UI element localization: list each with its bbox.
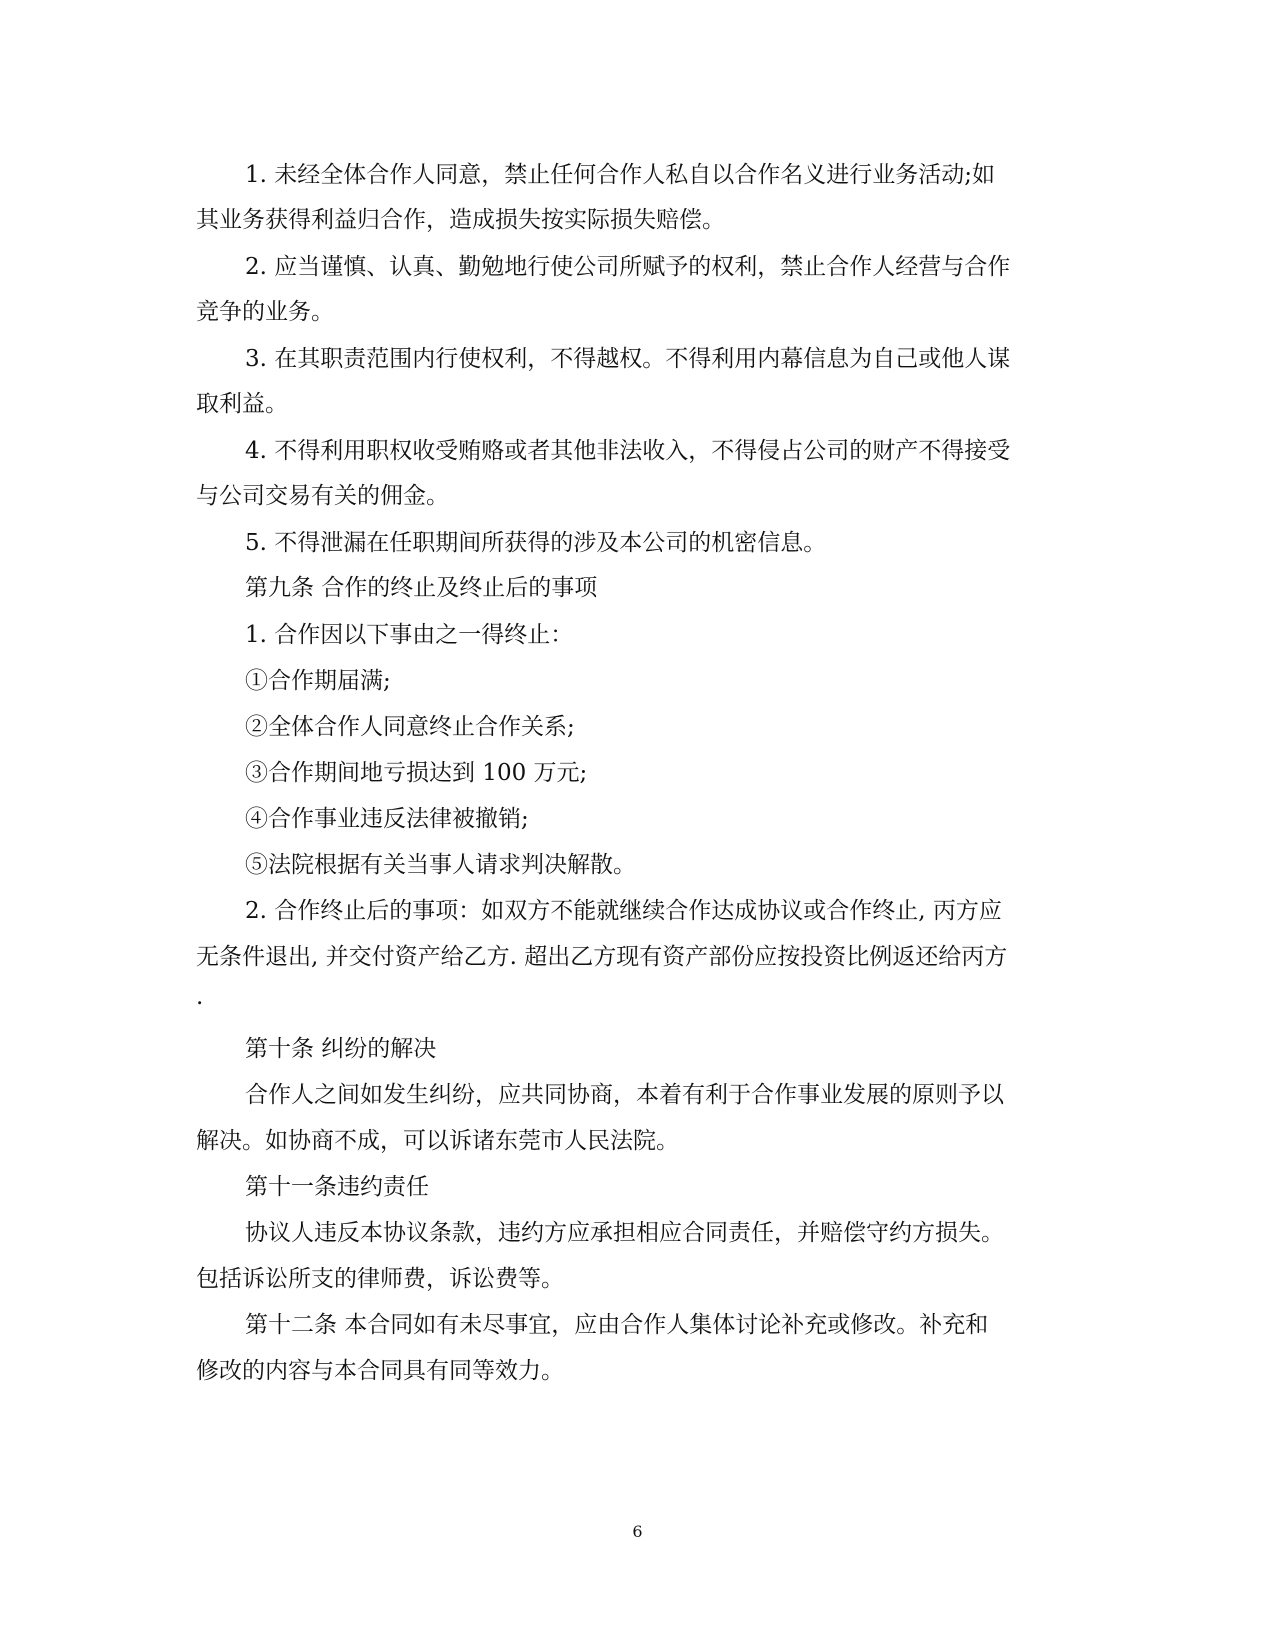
text-line: 5. 不得泄漏在任职期间所获得的涉及本公司的机密信息。 [245,530,827,556]
text-line: 3. 在其职责范围内行使权利，不得越权。不得利用内幕信息为自己或他人谋 [245,346,1011,372]
list-item: ③合作期间地亏损达到 100 万元; [245,760,588,786]
page-number: 6 [632,1522,643,1541]
text-line: 协议人违反本协议条款，违约方应承担相应合同责任，并赔偿守约方损失。 [245,1220,1004,1246]
text-line: 2. 合作终止后的事项：如双方不能就继续合作达成协议或合作终止, 丙方应 [245,898,1002,924]
text-line: 1. 未经全体合作人同意，禁止任何合作人私自以合作名义进行业务活动;如 [245,162,996,188]
section-heading: 第十条 纠纷的解决 [245,1036,437,1062]
text-line: 2. 应当谨慎、认真、勤勉地行使公司所赋予的权利，禁止合作人经营与合作 [245,254,1011,280]
list-item: ①合作期届满; [245,668,391,694]
text-line: 包括诉讼所支的律师费，诉讼费等。 [196,1266,564,1292]
text-line: 无条件退出, 并交付资产给乙方. 超出乙方现有资产部份应按投资比例返还给丙方 [196,944,1008,970]
section-heading: 第十二条 本合同如有未尽事宜，应由合作人集体讨论补充或修改。补充和 [245,1312,989,1338]
text-line: 与公司交易有关的佣金。 [196,483,449,509]
section-heading: 第十一条违约责任 [245,1174,429,1200]
text-line: 竞争的业务。 [196,299,334,325]
text-line: . [196,984,204,1010]
section-heading: 第九条 合作的终止及终止后的事项 [245,575,598,601]
list-item: ②全体合作人同意终止合作关系; [245,714,575,740]
text-line: 解决。如协商不成，可以诉诸东莞市人民法院。 [196,1128,679,1154]
text-line: 合作人之间如发生纠纷，应共同协商，本着有利于合作事业发展的原则予以 [245,1082,1004,1108]
text-line: 1. 合作因以下事由之一得终止： [245,622,574,648]
text-line: 4. 不得利用职权收受贿赂或者其他非法收入，不得侵占公司的财产不得接受 [245,438,1011,464]
list-item: ④合作事业违反法律被撤销; [245,806,529,832]
text-line: 修改的内容与本合同具有同等效力。 [196,1358,564,1384]
text-line: 取利益。 [196,391,288,417]
text-line: 其业务获得利益归合作，造成损失按实际损失赔偿。 [196,207,725,233]
list-item: ⑤法院根据有关当事人请求判决解散。 [245,852,636,878]
